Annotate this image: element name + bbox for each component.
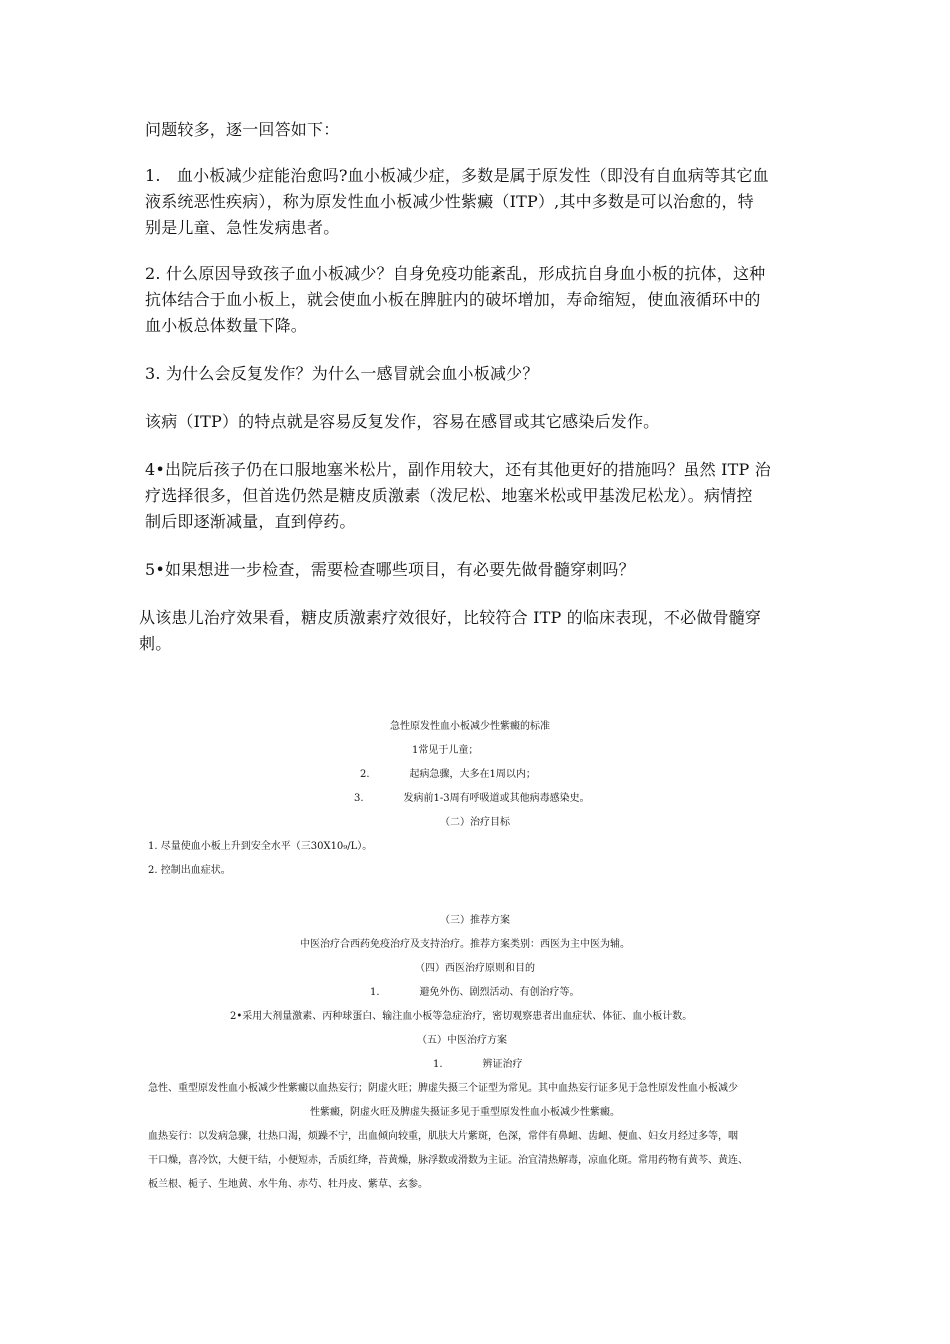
tcm-paragraph-2-line: 板兰根、栀子、生地黄、水牛角、赤芍、牡丹皮、紫草、玄参。 bbox=[148, 1179, 428, 1190]
western-item-2: 2•采用大剂量激素、丙种球蛋白、输注血小板等急症治疗，密切观察患者出血症状、体征、血小板计数。 bbox=[230, 1011, 693, 1022]
standard-item-2-text: 起病急骤，大多在1周以内； bbox=[409, 769, 536, 780]
tcm-heading: （五）中医治疗方案 bbox=[417, 1035, 507, 1046]
answer-3: 该病（ITP）的特点就是容易反复发作，容易在感冒或其它感染后发作。 bbox=[145, 412, 660, 431]
tcm-paragraph-1-line: 性紫癜，阴虚火旺及脾虚失摄证多见于重型原发性血小板减少性紫癜。 bbox=[310, 1107, 620, 1118]
qa-section bbox=[139, 117, 813, 657]
western-item-1-num: 1. bbox=[370, 987, 380, 998]
answer-1-line: 1. 血小板减少症能治愈吗?血小板减少症，多数是属于原发性（即没有自血病等其它血 bbox=[145, 166, 769, 185]
western-item-1 bbox=[370, 986, 580, 1000]
plan-text: 中医治疗合西药免疫治疗及支持治疗。推荐方案类别：西医为主中医为辅。 bbox=[300, 939, 630, 950]
answer-2 bbox=[145, 261, 813, 339]
standard-item-2-num: 2. bbox=[360, 769, 370, 780]
intro-text: 问题较多，逐一回答如下： bbox=[145, 120, 340, 139]
answer-2-line: 抗体结合于血小板上，就会使血小板在脾脏内的破坏增加，寿命缩短，使血液循环中的 bbox=[145, 290, 761, 309]
standard-title: 急性原发性血小板减少性紫癜的标准 bbox=[390, 721, 550, 732]
tcm-item-1-num: 1. bbox=[433, 1059, 443, 1070]
tcm-item-1 bbox=[433, 1058, 523, 1072]
answer-5-line: 从该患儿治疗效果看，糖皮质激素疗效很好，比较符合 ITP 的临床表现，不必做骨髓穿 bbox=[139, 608, 762, 627]
answer-4 bbox=[145, 457, 813, 535]
standard-item-3-num: 3. bbox=[354, 793, 364, 804]
standard-item-3 bbox=[354, 792, 590, 806]
question-3: 3. 为什么会反复发作？为什么一感冒就会血小板减少？ bbox=[145, 364, 539, 383]
answer-2-line: 2. 什么原因导致孩子血小板减少？自身免疫功能紊乱，形成抗自身血小板的抗体，这种 bbox=[145, 264, 766, 283]
tcm-item-1-text: 辨证治疗 bbox=[482, 1059, 523, 1070]
answer-1-line: 别是儿童、急性发病患者。 bbox=[145, 218, 340, 237]
goal-item-1: 1. 尽量使血小板上升到安全水平（三30X10₉/L）。 bbox=[148, 841, 373, 852]
tcm-paragraph-1-line: 急性、重型原发性血小板减少性紫癜以血热妄行；阴虚火旺；脾虚失摄三个证型为常见。其中血热妄行证多见于急性原发性血小板减少 bbox=[148, 1083, 738, 1094]
answer-4-line: 疗选择很多，但首选仍然是糖皮质激素（泼尼松、地塞米松或甲基泼尼松龙）。病情控 bbox=[145, 486, 753, 505]
standard-item-1: 1常见于儿童； bbox=[412, 745, 479, 756]
western-item-1-text: 避免外伤、剧烈活动、有创治疗等。 bbox=[419, 987, 580, 998]
answer-1-line: 液系统恶性疾病），称为原发性血小板减少性紫癜（ITP）,其中多数是可以治愈的，特 bbox=[145, 192, 754, 211]
standard-item-3-text: 发病前1-3周有呼吸道或其他病毒感染史。 bbox=[403, 793, 590, 804]
goal-item-2: 2. 控制出血症状。 bbox=[148, 865, 231, 876]
standard-item-2 bbox=[360, 768, 536, 782]
tcm-paragraph-2-line: 干口燥，喜冷饮，大便干结，小便短赤，舌质红绛，苔黄燥，脉浮数或滑数为主证。治宜清热解毒，凉血化斑。常用药物有黄芩、黄连、 bbox=[148, 1155, 748, 1166]
answer-4-line: 4•出院后孩子仍在口服地塞米松片，副作用较大，还有其他更好的措施吗？虽然 ITP 治 bbox=[145, 460, 771, 479]
western-heading: （四）西医治疗原则和目的 bbox=[415, 963, 535, 974]
answer-1 bbox=[145, 163, 813, 241]
answer-5 bbox=[139, 605, 813, 657]
answer-5-line: 刺。 bbox=[139, 634, 172, 653]
question-5: 5•如果想进一步检查，需要检查哪些项目，有必要先做骨髓穿刺吗？ bbox=[145, 560, 635, 579]
answer-2-line: 血小板总体数量下降。 bbox=[145, 316, 308, 335]
tcm-paragraph-2-line: 血热妄行：以发病急骤，壮热口渴，烦躁不宁，出血倾向较重，肌肤大片紫斑，色深，常伴有鼻衄、齿衄、便血、妇女月经过多等，咽 bbox=[148, 1131, 738, 1142]
goal-heading: （二）治疗目标 bbox=[440, 817, 510, 828]
answer-4-line: 制后即逐渐减量，直到停药。 bbox=[145, 512, 356, 531]
plan-heading: （三）推荐方案 bbox=[440, 915, 510, 926]
